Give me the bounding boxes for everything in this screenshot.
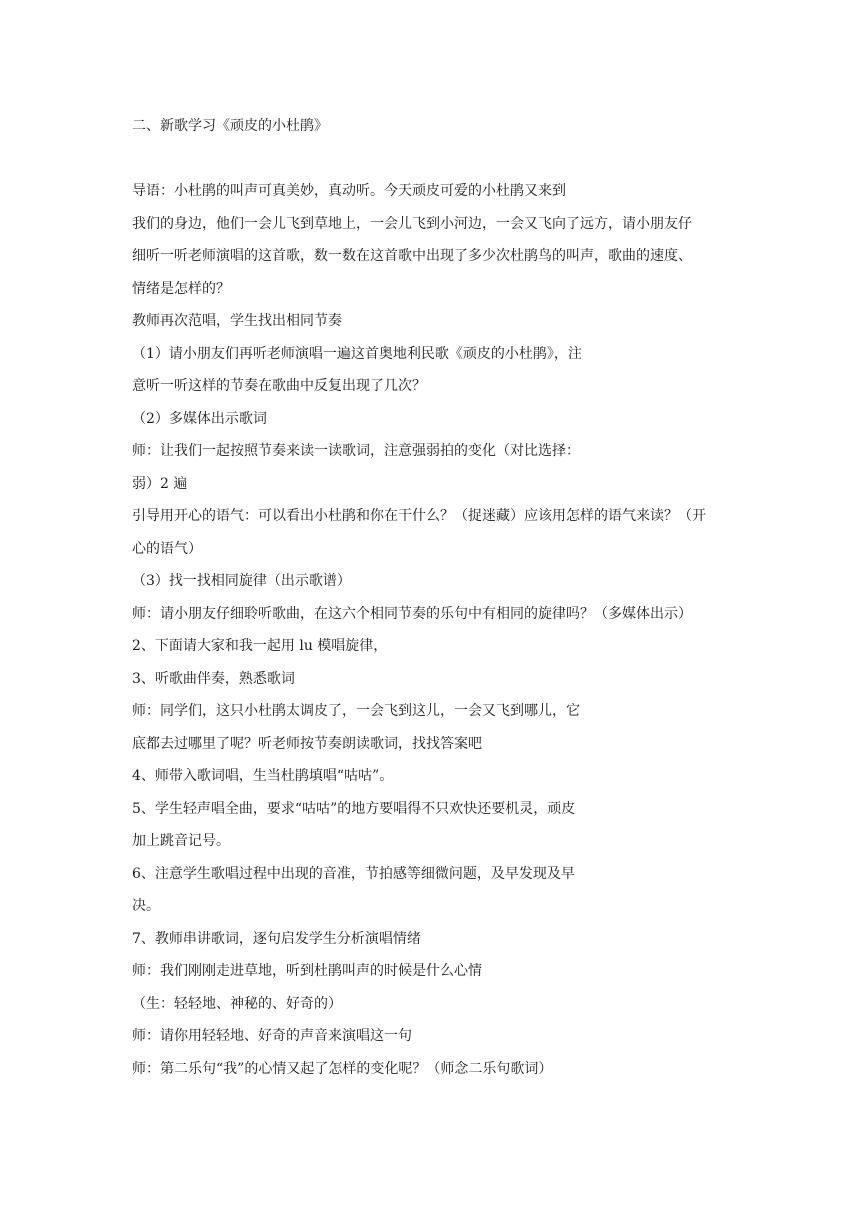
text-line: 4、师带入歌词唱，生当杜鹃填唱“咕咕”。 bbox=[132, 768, 394, 784]
text-line: 弱）2 遍 bbox=[132, 475, 188, 492]
document-body bbox=[132, 110, 744, 1085]
text-line: 底都去过哪里了呢？听老师按节奏朗读歌词，找找答案吧 bbox=[132, 735, 482, 752]
text-line: 细听一听老师演唱的这首歌，数一数在这首歌中出现了多少次杜鹃鸟的叫声，歌曲的速度、 bbox=[132, 248, 692, 264]
text-line: 师：请小朋友仔细聆听歌曲，在这六个相同节奏的乐句中有相同的旋律吗？（多媒体出示） bbox=[132, 605, 692, 622]
text-line: 决。 bbox=[132, 898, 160, 914]
text-line: 2、下面请大家和我一起用 lu 模唱旋律， bbox=[132, 638, 388, 654]
text-line: 7、教师串讲歌词，逐句启发学生分析演唱情绪 bbox=[132, 930, 421, 947]
text-line: 3、听歌曲伴奏，熟悉歌词 bbox=[132, 670, 295, 687]
text-line: （3）找一找相同旋律（出示歌谱） bbox=[132, 573, 351, 589]
text-line: 5、学生轻声唱全曲，要求“咕咕”的地方要唱得不只欢快还要机灵，顽皮 bbox=[132, 800, 576, 817]
text-line: 师：我们刚刚走进草地，听到杜鹃叫声的时候是什么心情 bbox=[132, 963, 482, 979]
text-line: 引导用开心的语气：可以看出小杜鹃和你在干什么？（捉迷藏）应该用怎样的语气来读？（开 bbox=[132, 508, 706, 524]
text-line: （2）多媒体出示歌词 bbox=[132, 410, 267, 427]
text-line: 师：让我们一起按照节奏来读一读歌词，注意强弱拍的变化（对比选择： bbox=[132, 443, 580, 459]
text-line: 心的语气） bbox=[132, 540, 202, 557]
text-line: 6、注意学生歌唱过程中出现的音准，节拍感等细微问题，及早发现及早 bbox=[132, 865, 575, 882]
text-line: 导语：小杜鹃的叫声可真美妙，真动听。今天顽皮可爱的小杜鹃又来到 bbox=[132, 183, 566, 199]
text-line: 师：请你用轻轻地、好奇的声音来演唱这一句 bbox=[132, 1028, 412, 1044]
text-line: 加上跳音记号。 bbox=[132, 833, 230, 849]
text-line: 师：同学们，这只小杜鹃太调皮了，一会飞到这儿，一会又飞到哪儿，它 bbox=[132, 703, 580, 719]
text-line: 师：第二乐句“我”的心情又起了怎样的变化呢？（师念二乐句歌词） bbox=[132, 1060, 553, 1077]
text-line: 教师再次范唱，学生找出相同节奏 bbox=[132, 313, 342, 329]
text-line: 我们的身边，他们一会儿飞到草地上，一会儿飞到小河边，一会又飞向了远方，请小朋友仔 bbox=[132, 215, 692, 232]
text-line: （生：轻轻地、神秘的、好奇的） bbox=[132, 995, 342, 1012]
text-line: 情绪是怎样的？ bbox=[132, 280, 230, 297]
text-line: （1）请小朋友们再听老师演唱一遍这首奥地利民歌《顽皮的小杜鹃》，注 bbox=[132, 345, 582, 362]
section-heading: 二、新歌学习《顽皮的小杜鹃》 bbox=[132, 118, 328, 134]
text-line: 意听一听这样的节奏在歌曲中反复出现了几次？ bbox=[132, 378, 426, 394]
